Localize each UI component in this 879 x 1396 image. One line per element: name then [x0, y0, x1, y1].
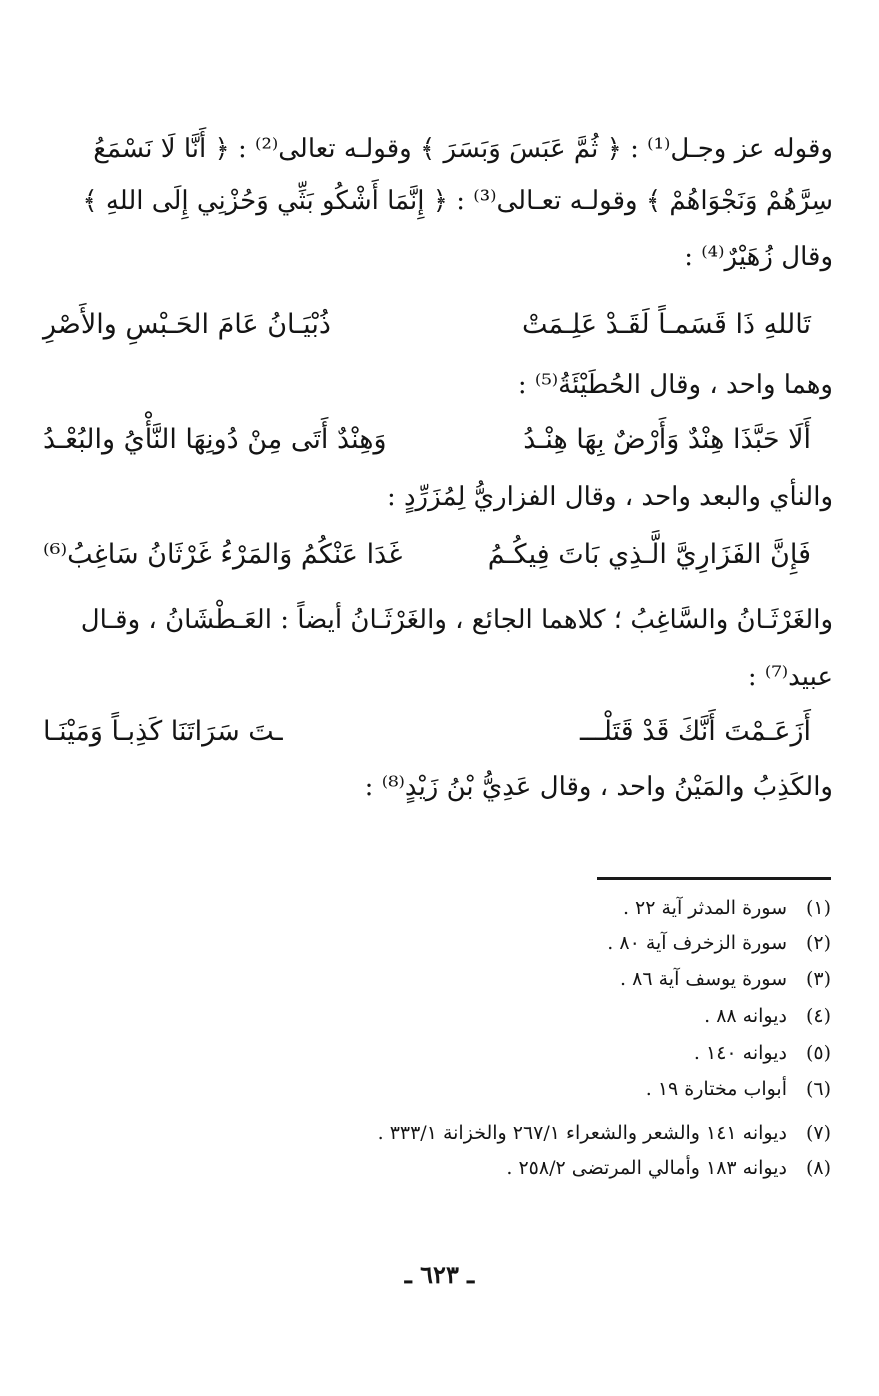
verse-4-second-hemistich: ـتَ سَرَاتَنَا كَذِبـاً وَمَيْنَـا: [43, 716, 283, 747]
footnote-text: أبواب مختارة ١٩ .: [645, 1078, 787, 1100]
footnote-number: (١): [805, 897, 831, 919]
verse-2-first-hemistich: أَلَا حَبَّذَا هِنْدٌ وَأَرْضٌ بِهَا هِنْـدُ: [523, 424, 811, 455]
body-line-after-verse-1: وهما واحد ، وقال الحُطَيْئَةُ⁽⁵⁾ :: [517, 370, 833, 400]
footnote-item: [646, 1076, 831, 1102]
footnote-item: [694, 1040, 831, 1066]
footnote-text: ديوانه ١٤٠ .: [693, 1042, 787, 1064]
footnote-number: (٦): [805, 1078, 831, 1100]
footnote-text: سورة يوسف آية ٨٦ .: [620, 968, 787, 990]
footnote-item: [378, 1120, 831, 1146]
footnote-text: سورة المدثر آية ٢٢ .: [622, 897, 787, 919]
body-line-after-verse-3-cont: عبيد⁽⁷⁾ :: [747, 662, 833, 692]
footnote-text: ديوانه ١٨٣ وأمالي المرتضى ٢٥٨/٢ .: [506, 1157, 787, 1179]
verse-3: [43, 535, 833, 575]
footnote-separator: [597, 877, 831, 880]
verse-1-first-hemistich: تَاللهِ ذَا قَسَمـاً لَقَـدْ عَلِـمَتْ: [521, 309, 811, 340]
body-line-after-verse-3: والغَرْثَـانُ والسَّاغِبُ ؛ كلاهما الجائع ، والغَرْثَـانُ أيضاً : العَـطْشَانُ ، وقـال: [80, 605, 833, 635]
footnote-item: [623, 895, 831, 921]
page-number: ـ ٦٢٣ ـ: [404, 1260, 475, 1289]
body-line-after-verse-4: والكَذِبُ والمَيْنُ واحد ، وقال عَدِيُّ بْنُ زَيْدٍ⁽⁸⁾ :: [364, 772, 833, 802]
footnote-text: ديوانه ١٤١ والشعر والشعراء ٢٦٧/١ والخزانة ٣٣٣/١ .: [377, 1122, 787, 1144]
footnote-number: (٣): [805, 968, 831, 990]
verse-4: [43, 712, 833, 752]
verse-1-second-hemistich: ذُبْيَـانُ عَامَ الحَـبْسِ والأَصْرِ: [43, 309, 331, 340]
verse-1: [43, 305, 833, 345]
verse-3-second-hemistich: غَدَا عَنْكُمُ وَالمَرْءُ غَرْثَانُ سَاغِبُ⁽⁶⁾: [43, 539, 403, 570]
footnote-item: [506, 1155, 831, 1181]
body-line-after-verse-2: والنأي والبعد واحد ، وقال الفزاريُّ لِمُزَرِّدٍ :: [386, 482, 833, 512]
footnote-item: [620, 966, 831, 992]
footnote-number: (٧): [805, 1122, 831, 1144]
footnote-number: (٨): [805, 1157, 831, 1179]
verse-2: [43, 420, 833, 460]
footnote-number: (٢): [805, 932, 831, 954]
footnote-number: (٤): [805, 1005, 831, 1027]
body-line-1: وقوله عز وجـل⁽¹⁾ : ﴿ ثُمَّ عَبَسَ وَبَسَرَ ﴾ وقولـه تعالى⁽²⁾ : ﴿ أَنَّا لَا نَسْمَعُ: [93, 134, 833, 164]
footnote-text: ديوانه ٨٨ .: [704, 1005, 787, 1027]
footnote-item: [704, 1003, 831, 1029]
footnote-number: (٥): [805, 1042, 831, 1064]
verse-2-second-hemistich: وَهِنْدٌ أَتَى مِنْ دُونِهَا النَّأْيُ والبُعْـدُ: [43, 424, 387, 455]
verse-3-first-hemistich: فَإِنَّ الفَزَارِيَّ الَّـذِي بَاتَ فِيكُـمُ: [487, 539, 811, 570]
footnote-text: سورة الزخرف آية ٨٠ .: [607, 932, 787, 954]
body-line-3: وقال زُهَيْرٌ⁽⁴⁾ :: [684, 242, 833, 272]
body-line-2: سِرَّهُمْ وَنَجْوَاهُمْ ﴾ وقولـه تعـالى⁽³⁾ : ﴿ إِنَّمَا أَشْكُو بَثِّي وَحُزْنِي إِلَى اللهِ ﴾: [82, 186, 833, 216]
verse-4-first-hemistich: أَزَعَـمْتَ أَنَّكَ قَدْ قَتَلْـــ: [579, 716, 811, 747]
footnote-item: [607, 930, 831, 956]
